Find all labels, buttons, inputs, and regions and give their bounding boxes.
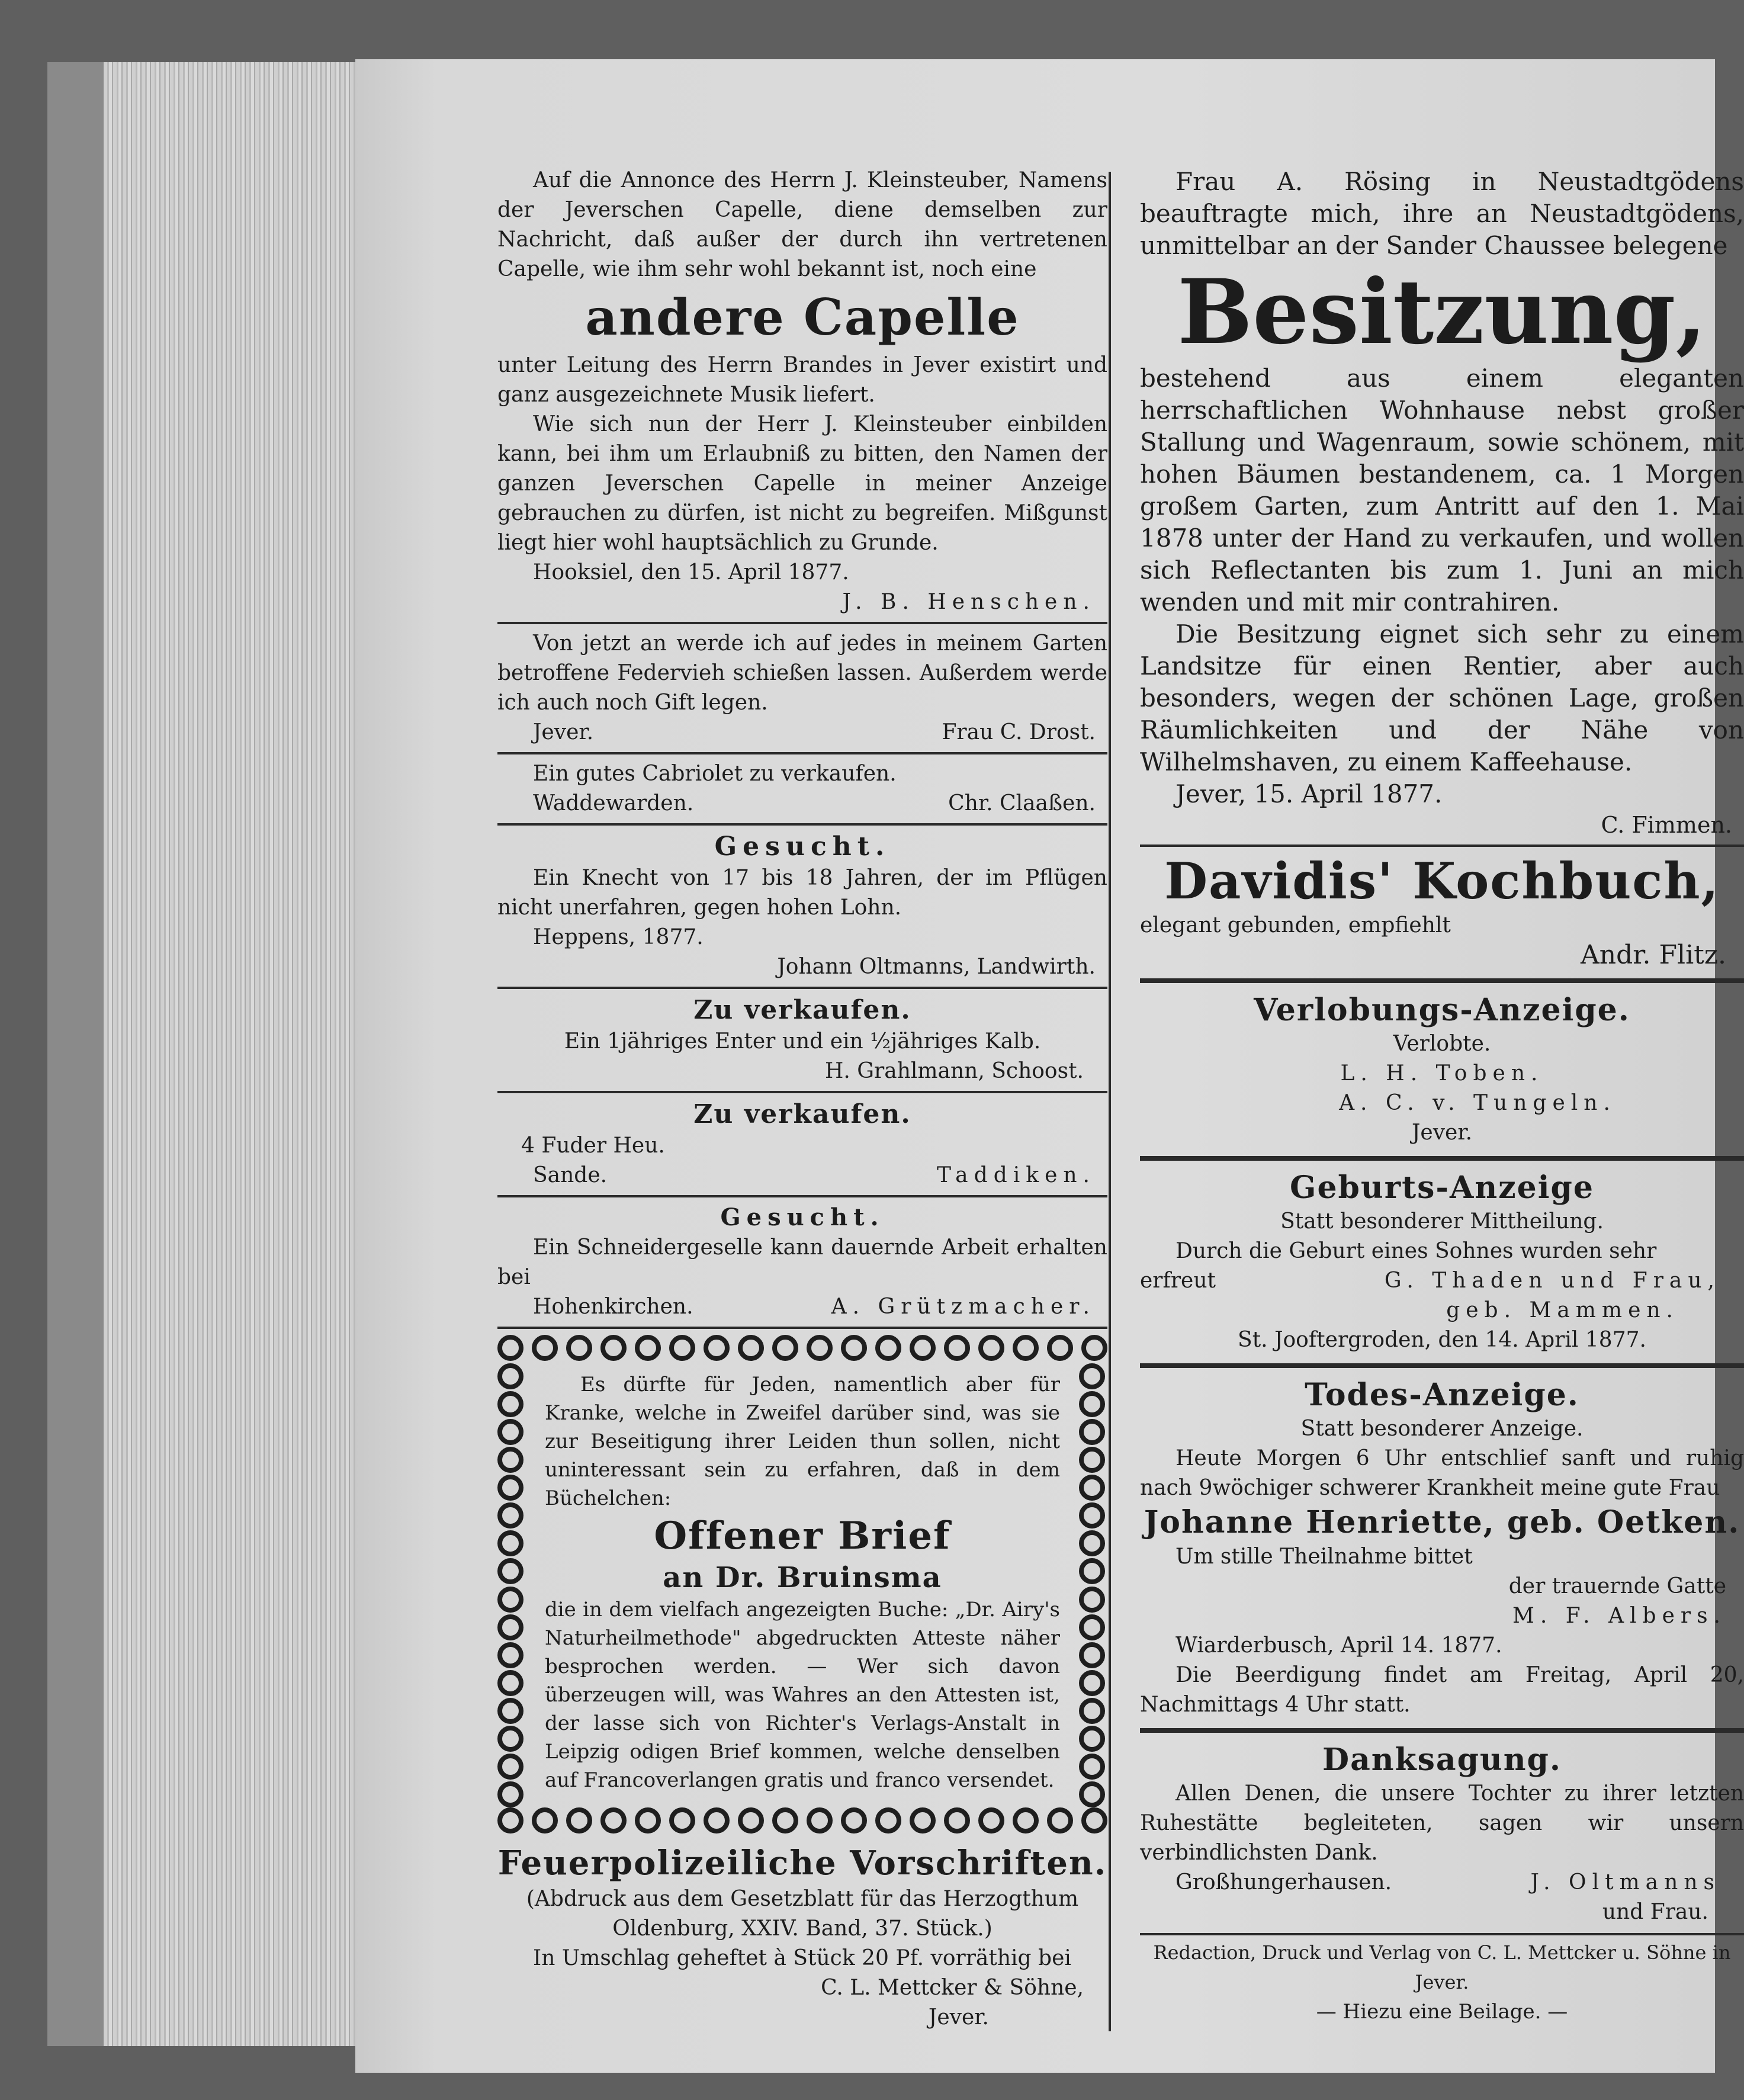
ornament-ring bbox=[497, 1335, 523, 1361]
ornament-ring bbox=[1079, 1558, 1105, 1584]
ad-federvieh-signature: Frau C. Drost. bbox=[942, 720, 1096, 744]
ad-cabriolet-signature: Chr. Claaßen. bbox=[948, 791, 1096, 815]
ornament-ring bbox=[704, 1335, 730, 1361]
ornament-border-left bbox=[497, 1363, 526, 1807]
ornament-ring bbox=[1079, 1475, 1105, 1501]
ad-capelle-signature: J. B. Henschen. bbox=[842, 590, 1096, 614]
ornament-ring bbox=[910, 1807, 936, 1834]
geburt-line5: St. Jooftergroden, den 14. April 1877. bbox=[1238, 1328, 1646, 1352]
divider bbox=[1140, 1728, 1744, 1733]
ad-knecht bbox=[497, 830, 1107, 982]
divider bbox=[1140, 1363, 1744, 1368]
ornament-ring bbox=[669, 1807, 695, 1834]
ornament-border-top bbox=[497, 1335, 1107, 1363]
ad-kochbuch-signature: Andr. Flitz. bbox=[1581, 940, 1726, 970]
ad-federvieh bbox=[497, 629, 1107, 747]
divider bbox=[497, 1327, 1107, 1329]
tod-line5: Wiarderbusch, April 14. 1877. bbox=[1175, 1633, 1502, 1658]
geburt-line2: Durch die Geburt eines Sohnes wurden sehr bbox=[1175, 1239, 1657, 1263]
ornament-ring bbox=[1081, 1807, 1107, 1834]
ornament-ring bbox=[1079, 1447, 1105, 1473]
ornament-ring bbox=[497, 1670, 523, 1696]
ornament-ring bbox=[1079, 1698, 1105, 1724]
divider bbox=[497, 823, 1107, 826]
ornament-ring bbox=[497, 1807, 523, 1834]
ad-heu-headline: Zu verkaufen. bbox=[693, 1099, 911, 1129]
ad-kochbuch-body: elegant gebunden, empfiehlt bbox=[1140, 913, 1451, 937]
ad-brief-body1: Es dürfte für Jeden, namentlich aber für Kranke, welche in Zweifel darüber sind, was sie zur Beseitigung ihrer Leiden thun sollen, nicht uninteressant sein zu erfahren, daß in dem Büchelchen: bbox=[545, 1373, 1060, 1510]
verlobung-line4: Jever. bbox=[1411, 1120, 1473, 1145]
ad-besitzung-body2: Die Besitzung eignet sich sehr zu einem Landsitze für einen Rentier, aber auch besonders, wegen der schönen Lage, großen Räumlichkeiten und der Nähe von Wilhelmshaven, zu einem Kaffeehause. bbox=[1140, 619, 1744, 776]
ornament-ring bbox=[497, 1502, 523, 1529]
newspaper-page bbox=[355, 59, 1744, 2073]
ornament-ring bbox=[738, 1335, 764, 1361]
footer-beilage: — Hiezu eine Beilage. — bbox=[1316, 2000, 1568, 2024]
ornament-ring bbox=[1079, 1587, 1105, 1613]
verlobung-line3: A. C. v. Tungeln. bbox=[1339, 1091, 1616, 1115]
ad-schneider-signature: A. Grützmacher. bbox=[831, 1295, 1096, 1319]
ad-capelle-intro: Auf die Annonce des Herrn J. Kleinsteuber, Namens der Jeverschen Capelle, diene demselben zur Nachricht, daß außer der durch ihn vertretenen Capelle, wie ihm sehr wohl bekannt ist, noch eine bbox=[497, 168, 1107, 281]
ad-besitzung-date: Jever, 15. April 1877. bbox=[1175, 779, 1443, 808]
divider bbox=[497, 1195, 1107, 1197]
ornament-ring bbox=[807, 1807, 833, 1834]
ad-brief-headline: Offener Brief bbox=[654, 1514, 951, 1558]
ornament-ring bbox=[1047, 1335, 1073, 1361]
geburts-anzeige bbox=[1140, 1169, 1744, 1355]
ornament-ring bbox=[1047, 1807, 1073, 1834]
ad-schneider-place: Hohenkirchen. bbox=[533, 1295, 693, 1319]
tod-line3: der trauernde Gatte bbox=[1508, 1574, 1726, 1598]
ad-cabriolet bbox=[497, 759, 1107, 818]
ad-cabriolet-body: Ein gutes Cabriolet zu verkaufen. bbox=[533, 762, 897, 786]
divider bbox=[497, 1091, 1107, 1093]
ornament-ring bbox=[635, 1807, 661, 1834]
ad-kochbuch bbox=[1140, 852, 1744, 970]
ad-cabriolet-place: Waddewarden. bbox=[533, 791, 694, 815]
tod-name: Johanne Henriette, geb. Oetken. bbox=[1144, 1504, 1740, 1540]
footer-rule bbox=[1140, 1933, 1744, 1935]
ornament-ring bbox=[566, 1335, 592, 1361]
right-column bbox=[1140, 166, 1744, 2027]
ornament-ring bbox=[841, 1807, 867, 1834]
ad-federvieh-place: Jever. bbox=[533, 720, 594, 744]
ornament-ring bbox=[772, 1807, 798, 1834]
geburt-line3b: G. Thaden und Frau, bbox=[1384, 1269, 1720, 1293]
ad-capelle-body2: Wie sich nun der Herr J. Kleinsteuber einbilden kann, bei ihm um Erlaubniß zu bitten, den Namen der ganzen Jeverschen Capelle in meiner Anzeige gebrauchen zu dürfen, ist nicht zu begreifen. Mißgunst liegt hier wohl hauptsächlich zu Grunde. bbox=[497, 412, 1107, 555]
ornament-ring bbox=[1079, 1781, 1105, 1807]
ad-knecht-signature: Johann Oltmanns, Landwirth. bbox=[777, 955, 1096, 979]
ad-schneider bbox=[497, 1202, 1107, 1322]
divider bbox=[497, 622, 1107, 624]
ornament-border-right bbox=[1079, 1363, 1107, 1807]
tod-line1: Statt besonderer Anzeige. bbox=[1300, 1417, 1584, 1441]
ad-besitzung bbox=[1140, 166, 1744, 840]
ornament-ring bbox=[772, 1335, 798, 1361]
ornament-ring bbox=[1079, 1363, 1105, 1389]
ornament-ring bbox=[497, 1726, 523, 1752]
ad-feuer-body: In Umschlag geheftet à Stück 20 Pf. vorräthig bei bbox=[533, 1946, 1071, 1970]
ornament-ring bbox=[497, 1558, 523, 1584]
danksagung bbox=[1140, 1741, 1744, 1927]
ad-enter-body: Ein 1jähriges Enter und ein ½jähriges Kalb. bbox=[564, 1029, 1041, 1054]
ornament-ring bbox=[497, 1447, 523, 1473]
ornament-ring bbox=[497, 1698, 523, 1724]
ornament-ring bbox=[1079, 1642, 1105, 1668]
verlobung-line2: L. H. Toben. bbox=[1340, 1061, 1544, 1086]
ad-knecht-place: Heppens, 1877. bbox=[533, 925, 704, 949]
divider bbox=[1140, 1156, 1744, 1161]
ornament-ring bbox=[497, 1614, 523, 1640]
ad-federvieh-body: Von jetzt an werde ich auf jedes in meinem Garten betroffene Federvieh schießen lassen. Außerdem werde ich auch noch Gift legen. bbox=[497, 631, 1107, 715]
divider bbox=[1140, 845, 1744, 847]
ornament-ring bbox=[497, 1781, 523, 1807]
ornament-ring bbox=[1079, 1502, 1105, 1529]
ad-capelle-body1: unter Leitung des Herrn Brandes in Jever existirt und ganz ausgezeichnete Musik liefert. bbox=[497, 353, 1107, 407]
ornament-ring bbox=[497, 1754, 523, 1780]
ornament-ring bbox=[944, 1335, 970, 1361]
column-divider bbox=[1109, 172, 1111, 2031]
dank-signature2: und Frau. bbox=[1602, 1900, 1708, 1924]
ornament-ring bbox=[497, 1642, 523, 1668]
dank-headline: Danksagung. bbox=[1322, 1742, 1562, 1778]
verlobung-line1: Verlobte. bbox=[1393, 1032, 1491, 1056]
ornament-ring bbox=[1081, 1335, 1107, 1361]
divider bbox=[497, 752, 1107, 754]
left-column bbox=[497, 166, 1107, 2032]
ad-capelle-headline: andere Capelle bbox=[585, 288, 1020, 346]
geburt-headline: Geburts-Anzeige bbox=[1290, 1170, 1594, 1206]
ornament-ring bbox=[1079, 1391, 1105, 1417]
dank-place: Großhungerhausen. bbox=[1175, 1870, 1392, 1895]
ad-feuer-headline: Feuerpolizeiliche Vorschriften. bbox=[497, 1844, 1107, 1883]
geburt-line4: geb. Mammen. bbox=[1446, 1298, 1679, 1322]
ornament-ring bbox=[978, 1807, 1004, 1834]
ornament-ring bbox=[841, 1335, 867, 1361]
ornament-ring bbox=[1013, 1335, 1039, 1361]
ornament-ring bbox=[1079, 1670, 1105, 1696]
ornament-ring bbox=[497, 1530, 523, 1556]
ornament-ring bbox=[600, 1335, 627, 1361]
ornament-ring bbox=[875, 1807, 901, 1834]
ad-enter bbox=[497, 994, 1107, 1086]
divider bbox=[1140, 978, 1744, 983]
ad-enter-headline: Zu verkaufen. bbox=[693, 995, 911, 1025]
verlobung-headline: Verlobungs-Anzeige. bbox=[1254, 992, 1630, 1028]
ad-heu bbox=[497, 1098, 1107, 1190]
tod-line6: Die Beerdigung findet am Freitag, April 20, Nachmittags 4 Uhr statt. bbox=[1140, 1663, 1744, 1717]
ornament-ring bbox=[910, 1335, 936, 1361]
ad-besitzung-headline: Besitzung, bbox=[1177, 260, 1707, 364]
geburt-line1: Statt besonderer Mittheilung. bbox=[1280, 1209, 1604, 1234]
ad-besitzung-body1: bestehend aus einem eleganten herrschaftlichen Wohnhause nebst großer Stallung und Wagenraum, sowie schönem, mit hohen Bäumen bestandenem, ca. 1 Morgen großem Garten, zum Antritt auf den 1. Mai 1878 unter der Hand zu verkaufen, und wollen sich Reflectanten bis zum 1. Juni an mich wenden und mit mir contrahiren. bbox=[1140, 364, 1744, 616]
ornament-ring bbox=[497, 1587, 523, 1613]
book-page-edges bbox=[47, 62, 379, 2046]
ornament-ring bbox=[669, 1335, 695, 1361]
ad-knecht-body: Ein Knecht von 17 bis 18 Jahren, der im Pflügen nicht unerfahren, gegen hohen Lohn. bbox=[497, 866, 1107, 920]
ornament-ring bbox=[1079, 1614, 1105, 1640]
ornament-ring bbox=[635, 1335, 661, 1361]
dank-body: Allen Denen, die unsere Tochter zu ihrer letzten Ruhestätte begleiteten, sagen wir unsern verbindlichsten Dank. bbox=[1140, 1781, 1744, 1865]
ornament-ring bbox=[875, 1335, 901, 1361]
ornament-border-bottom bbox=[497, 1807, 1107, 1836]
ad-schneider-body: Ein Schneidergeselle kann dauernde Arbeit erhalten bei bbox=[497, 1235, 1107, 1289]
geburt-line3a: erfreut bbox=[1140, 1269, 1216, 1293]
ornament-ring bbox=[497, 1363, 523, 1389]
ornament-ring bbox=[1079, 1726, 1105, 1752]
ornament-ring bbox=[497, 1419, 523, 1445]
ornament-ring bbox=[566, 1807, 592, 1834]
ornament-ring bbox=[1079, 1530, 1105, 1556]
ad-besitzung-signature: C. Fimmen. bbox=[1601, 812, 1732, 838]
ad-heu-signature: Taddiken. bbox=[936, 1163, 1096, 1187]
ornament-ring bbox=[497, 1475, 523, 1501]
divider bbox=[497, 987, 1107, 989]
ad-offener-brief-frame bbox=[497, 1335, 1107, 1836]
ad-feuer-place: Jever. bbox=[928, 2005, 989, 2030]
ornament-ring bbox=[497, 1391, 523, 1417]
ornament-ring bbox=[532, 1807, 558, 1834]
footer-imprint: Redaction, Druck und Verlag von C. L. Mettcker u. Söhne in Jever. bbox=[1153, 1941, 1731, 1993]
ad-capelle bbox=[497, 166, 1107, 617]
ornament-ring bbox=[1013, 1807, 1039, 1834]
dank-signature1: J. Oltmanns bbox=[1530, 1870, 1720, 1895]
ad-besitzung-intro: Frau A. Rösing in Neustadtgödens beauftragte mich, ihre an Neustadtgödens, unmittelbar an der Sander Chaussee belegene bbox=[1140, 167, 1744, 260]
ornament-ring bbox=[944, 1807, 970, 1834]
ad-feuer-signature: C. L. Mettcker & Söhne, bbox=[821, 1976, 1084, 2000]
ad-brief-subheadline: an Dr. Bruinsma bbox=[663, 1561, 942, 1594]
ornament-ring bbox=[978, 1335, 1004, 1361]
ad-kochbuch-headline: Davidis' Kochbuch, bbox=[1164, 852, 1720, 910]
ad-heu-place: Sande. bbox=[533, 1163, 608, 1187]
ad-heu-body: 4 Fuder Heu. bbox=[521, 1134, 665, 1158]
ad-capelle-date: Hooksiel, den 15. April 1877. bbox=[533, 560, 849, 585]
ornament-ring bbox=[532, 1335, 558, 1361]
ornament-ring bbox=[807, 1335, 833, 1361]
ad-enter-signature: H. Grahlmann, Schoost. bbox=[824, 1059, 1084, 1083]
ad-knecht-headline: Gesucht. bbox=[714, 831, 891, 862]
ornament-ring bbox=[738, 1807, 764, 1834]
ornament-ring bbox=[1079, 1419, 1105, 1445]
verlobungs-anzeige bbox=[1140, 991, 1744, 1148]
ornament-ring bbox=[600, 1807, 627, 1834]
ad-feuerpolizei bbox=[497, 1842, 1107, 2032]
ornament-ring bbox=[1079, 1754, 1105, 1780]
tod-body: Heute Morgen 6 Uhr entschlief sanft und ruhig nach 9wöchiger schwerer Krankheit meine gute Frau bbox=[1140, 1446, 1744, 1500]
ad-schneider-headline: Gesucht. bbox=[720, 1203, 885, 1231]
ad-brief-body2: die in dem vielfach angezeigten Buche: „Dr. Airy's Naturheilmethode" abgedruckten Atteste näher besprochen werden. — Wer sich davon überzeugen will, was Wahres an den Attesten ist, der lasse sich von Richter's Verlags-Anstalt in Leipzig odigen Brief kommen, welche denselben auf Francoverlangen gratis und franco versendet. bbox=[545, 1598, 1060, 1792]
todes-anzeige bbox=[1140, 1376, 1744, 1720]
tod-line2: Um stille Theilnahme bittet bbox=[1175, 1545, 1473, 1569]
ad-feuer-sub: (Abdruck aus dem Gesetzblatt für das Herzogthum Oldenburg, XXIV. Band, 37. Stück.) bbox=[526, 1887, 1079, 1941]
tod-headline: Todes-Anzeige. bbox=[1305, 1377, 1579, 1413]
ornament-ring bbox=[704, 1807, 730, 1834]
tod-line4: M. F. Albers. bbox=[1512, 1604, 1726, 1628]
